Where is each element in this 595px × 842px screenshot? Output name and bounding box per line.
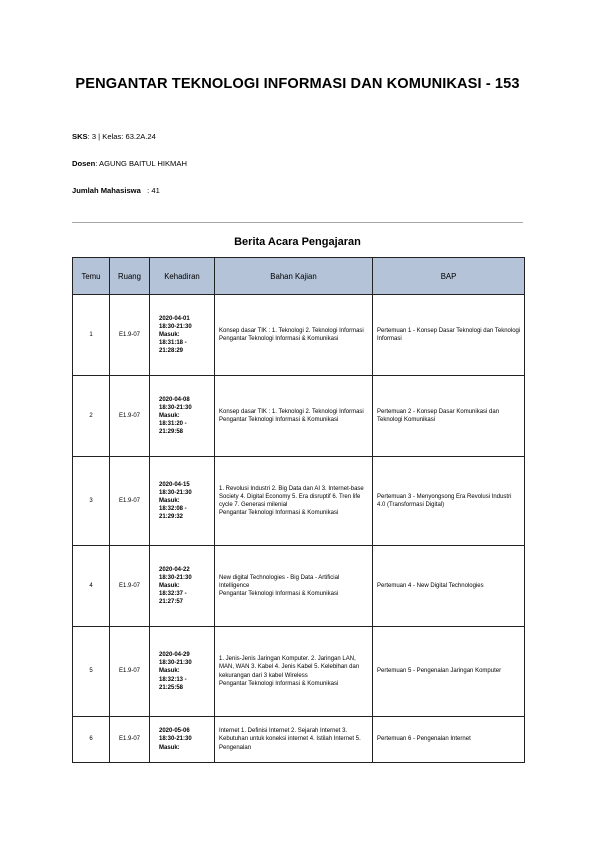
header-bahan-kajian: Bahan Kajian (215, 258, 373, 295)
cell-kehadiran: 2020-04-15 18:30-21:30 Masuk: 18:32:08 - 21:29:32 (150, 457, 215, 546)
dosen-label: Dosen (72, 159, 96, 168)
cell-kehadiran: 2020-04-29 18:30-21:30 Masuk: 18:32:13 - 21:25:58 (150, 627, 215, 717)
header-kehadiran: Kehadiran (150, 258, 215, 295)
cell-temu: 3 (73, 457, 110, 546)
cell-ruang: E1.9-07 (110, 627, 150, 717)
cell-bahan-kajian: 1. Jenis-Jenis Jaringan Komputer. 2. Jaringan LAN, MAN, WAN 3. Kabel 4. Jenis Kabel 5. Kelebihan dan kekurangan dari 3 kabel Wireless Pengantar Teknologi Informasi & Komunikasi (215, 627, 373, 717)
cell-kehadiran: 2020-05-06 18:30-21:30 Masuk: (150, 717, 215, 763)
cell-bap: Pertemuan 2 - Konsep Dasar Komunikasi dan Teknologi Komunikasi (373, 376, 525, 457)
table-row (73, 457, 525, 546)
cell-ruang: E1.9-07 (110, 457, 150, 546)
section-title: Berita Acara Pengajaran (234, 236, 361, 248)
jumlah-mahasiswa-line (72, 186, 160, 196)
cell-temu: 2 (73, 376, 110, 457)
cell-bap: Pertemuan 4 - New Digital Technologies (373, 546, 525, 627)
table-header-row (73, 258, 525, 295)
cell-bahan-kajian: Konsep dasar TIK : 1. Teknologi 2. Teknologi Informasi Pengantar Teknologi Informasi & Komunikasi (215, 295, 373, 376)
sks-value: : 3 | Kelas: 63.2A.24 (87, 132, 156, 141)
cell-bahan-kajian: Konsep dasar TIK : 1. Teknologi 2. Teknologi Informasi Pengantar Teknologi Informasi & Komunikasi (215, 376, 373, 457)
jumlah-label: Jumlah Mahasiswa (72, 186, 141, 195)
cell-temu: 1 (73, 295, 110, 376)
cell-bap: Pertemuan 1 - Konsep Dasar Teknologi dan Teknologi Informasi (373, 295, 525, 376)
table-row (73, 546, 525, 627)
cell-ruang: E1.9-07 (110, 717, 150, 763)
table-row (73, 717, 525, 763)
sks-kelas-line (72, 132, 156, 142)
cell-bap: Pertemuan 5 - Pengenalan Jaringan Komputer (373, 627, 525, 717)
cell-bap: Pertemuan 6 - Pengenalan Internet (373, 717, 525, 763)
header-ruang: Ruang (110, 258, 150, 295)
header-temu: Temu (73, 258, 110, 295)
dosen-line (72, 159, 187, 169)
table-row (73, 627, 525, 717)
cell-ruang: E1.9-07 (110, 546, 150, 627)
sks-label: SKS (72, 132, 88, 141)
table-row (73, 376, 525, 457)
cell-kehadiran: 2020-04-01 18:30-21:30 Masuk: 18:31:18 - 21:28:29 (150, 295, 215, 376)
header-bap: BAP (373, 258, 525, 295)
cell-kehadiran: 2020-04-08 18:30-21:30 Masuk: 18:31:20 - 21:29:58 (150, 376, 215, 457)
cell-ruang: E1.9-07 (110, 376, 150, 457)
cell-ruang: E1.9-07 (110, 295, 150, 376)
document-title: PENGANTAR TEKNOLOGI INFORMASI DAN KOMUNIKASI - 153 (75, 76, 520, 92)
bap-table (72, 257, 525, 763)
cell-temu: 5 (73, 627, 110, 717)
dosen-value: : AGUNG BAITUL HIKMAH (95, 159, 187, 168)
jumlah-value: : 41 (147, 186, 160, 195)
horizontal-divider (72, 222, 523, 223)
cell-temu: 6 (73, 717, 110, 763)
cell-kehadiran: 2020-04-22 18:30-21:30 Masuk: 18:32:37 - 21:27:57 (150, 546, 215, 627)
cell-temu: 4 (73, 546, 110, 627)
cell-bahan-kajian: New digital Technologies - Big Data - Artificial Intelligence Pengantar Teknologi Informasi & Komunikasi (215, 546, 373, 627)
cell-bahan-kajian: 1. Revolusi Industri 2. Big Data dan AI 3. Internet-base Society 4. Digital Economy 5. Era disruptif 6. Tren life cycle 7. Generasi milenial Pengantar Teknologi Informasi & Komunikasi (215, 457, 373, 546)
cell-bahan-kajian: Internet 1. Definisi Internet 2. Sejarah Internet 3. Kebutuhan untuk koneksi internet 4. Istilah Internet 5. Pengenalan (215, 717, 373, 763)
cell-bap: Pertemuan 3 - Menyongsong Era Revolusi Industri 4.0 (Transformasi Digital) (373, 457, 525, 546)
table-row (73, 295, 525, 376)
